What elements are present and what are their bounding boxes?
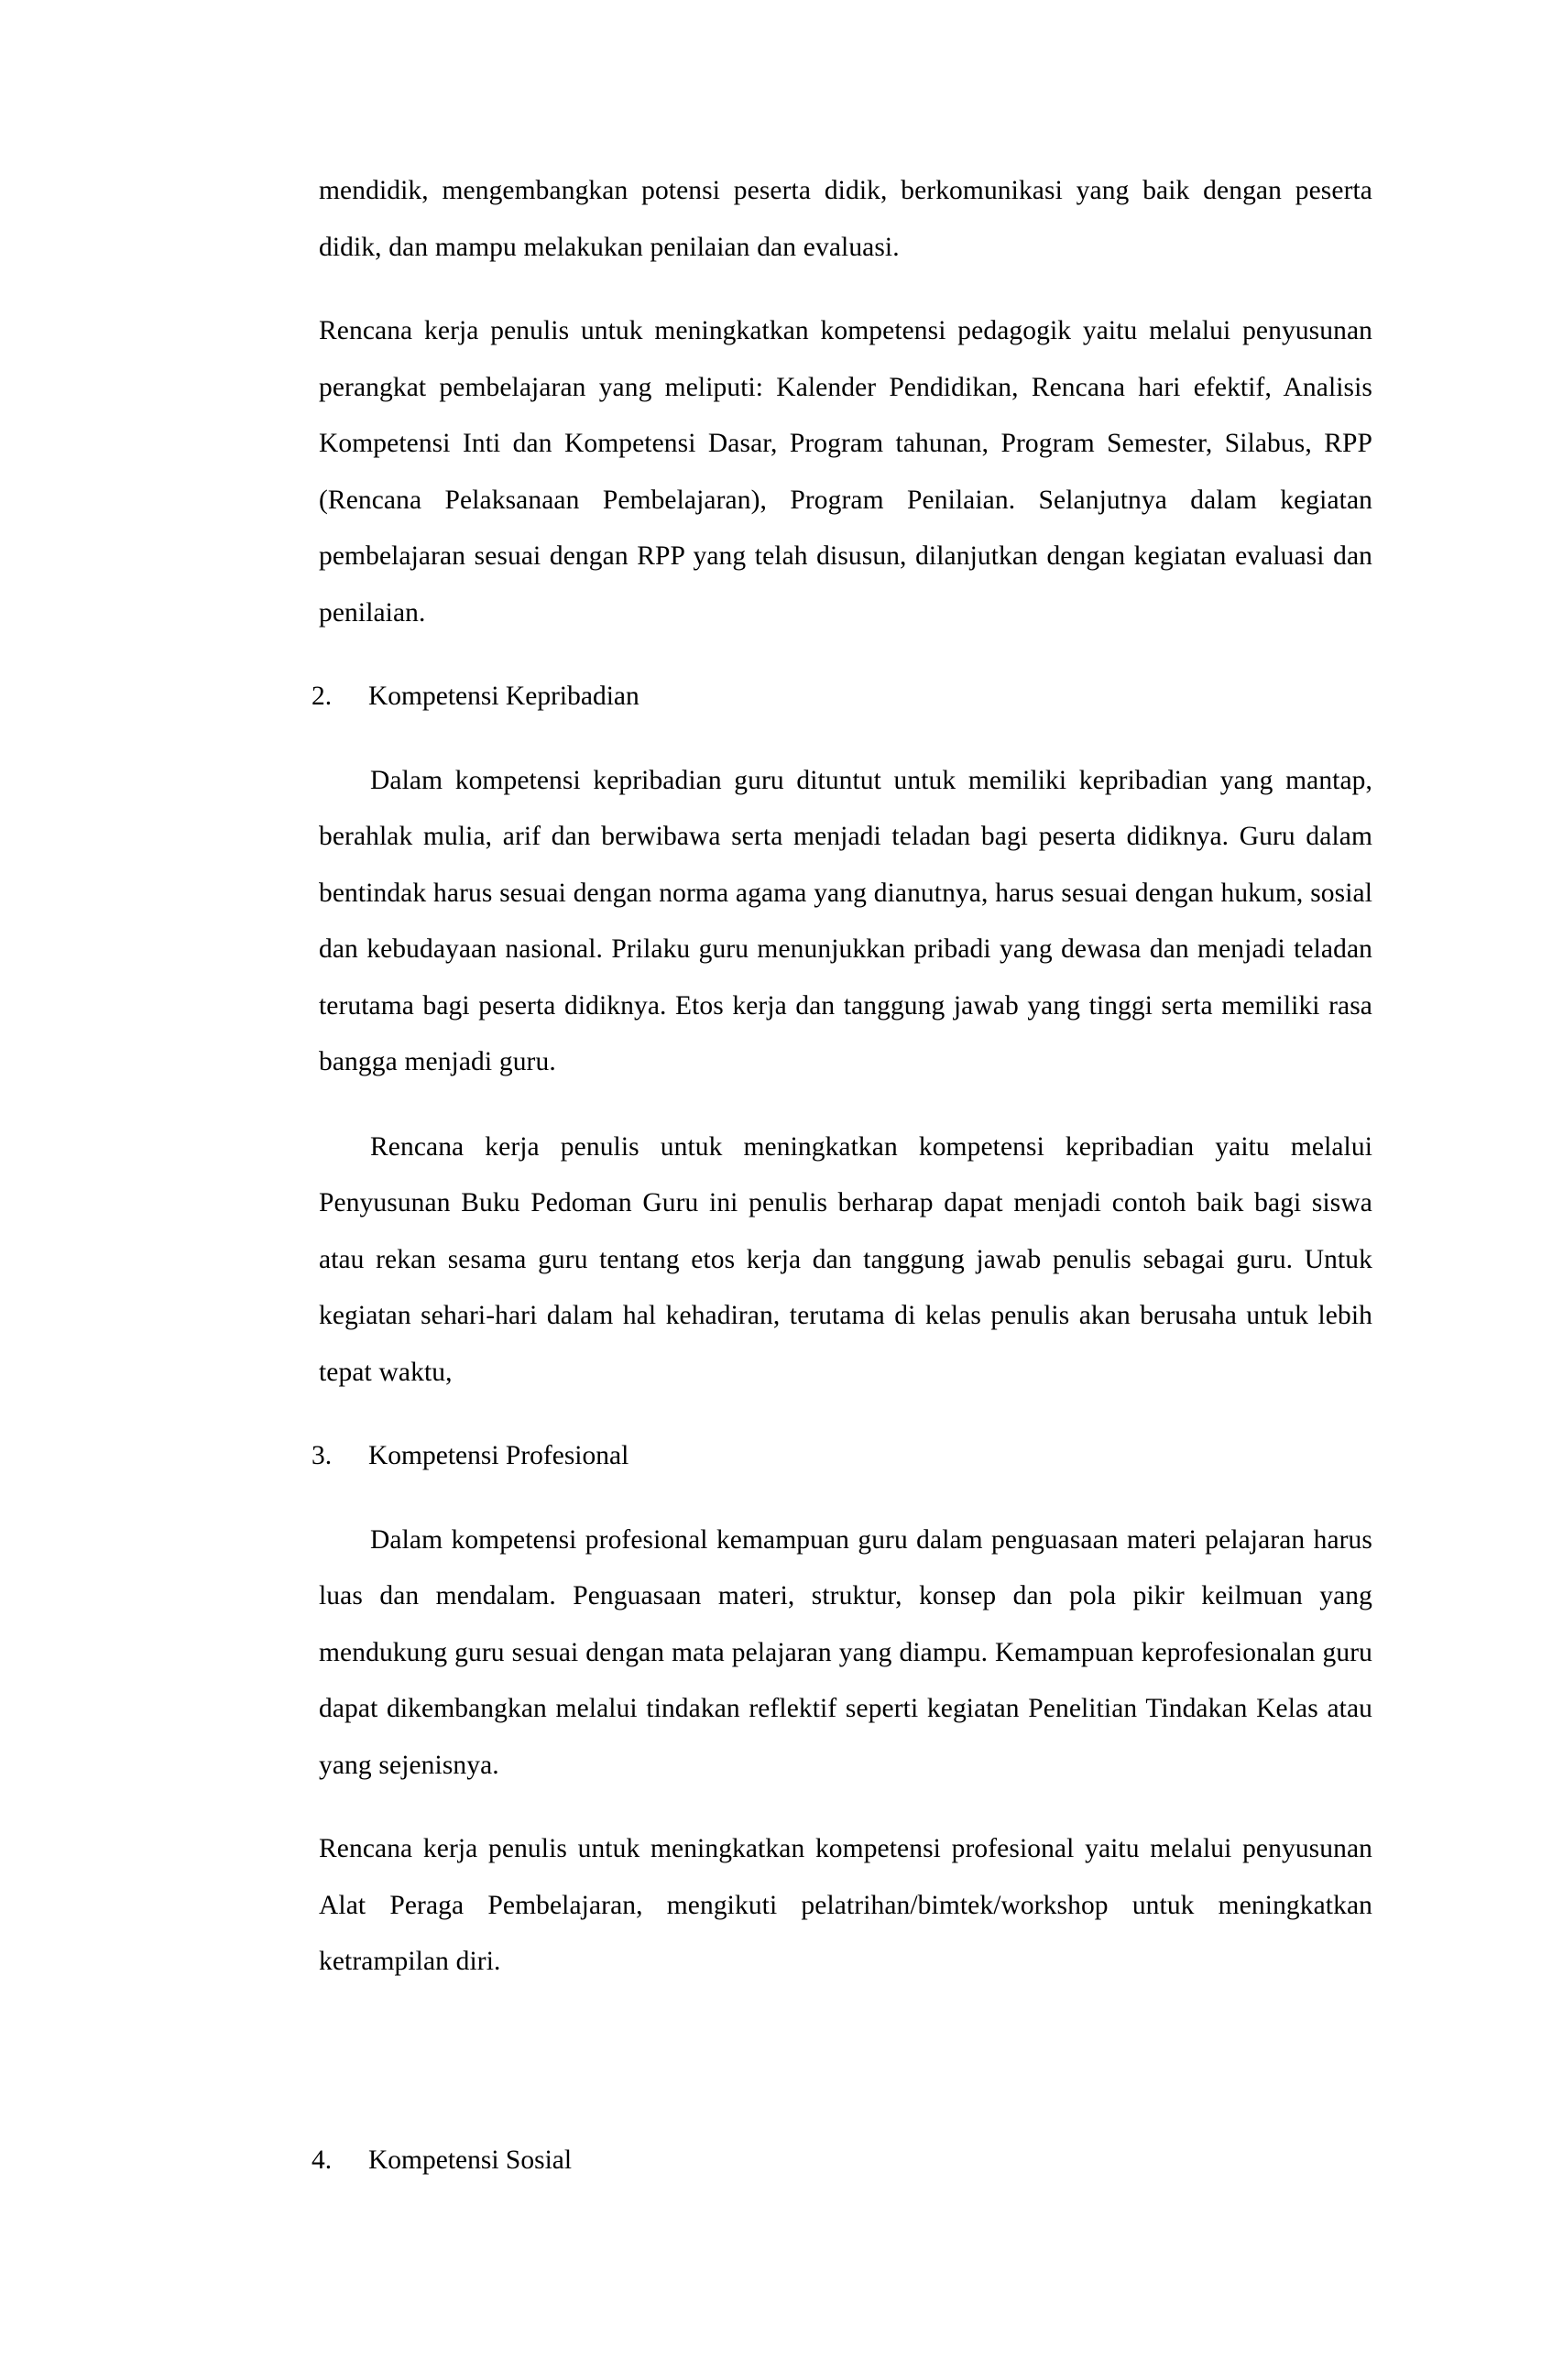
heading-kompetensi-profesional (311, 1428, 1372, 1485)
heading-number: 3. (311, 1441, 333, 1470)
paragraph-rencana-kerja-pedagogik: Rencana kerja penulis untuk meningkatkan kompetensi pedagogik yaitu melalui penyusunan perangkat pembelajaran yang meliputi: Kalender Pendidikan, Rencana hari efektif, Analisis Kompetensi Inti dan Kompetensi Dasar, Program tahunan, Program Semester, Silabus, RPP (Rencana Pelaksanaan Pembelajaran), Program Penilaian. Selanjutnya dalam kegiatan pembelajaran sesuai dengan RPP yang telah disusun, dilanjutkan dengan kegiatan evaluasi dan penilaian. (319, 316, 1372, 628)
heading-label: Kompetensi Sosial (368, 2145, 573, 2175)
heading-gap (319, 1485, 1372, 1512)
paragraph-dalam-kompetensi-profesional: Dalam kompetensi profesional kemampuan guru dalam penguasaan materi pelajaran harus luas dan mendalam. Penguasaan materi, struktur, konsep dan pola pikir keilmuan yang mendukung guru sesuai dengan mata pelajaran yang diampu. Kemampuan keprofesionalan guru dapat dikembangkan melalui tindakan reflektif seperti kegiatan Penelitian Tindakan Kelas atau yang sejenisnya. (319, 1524, 1372, 1780)
paragraph-rencana-kerja-profesional: Rencana kerja penulis untuk meningkatkan kompetensi profesional yaitu melalui penyusunan Alat Peraga Pembelajaran, mengikuti pelatrihan/bimtek/workshop untuk meningkatkan ketrampilan diri. (319, 1834, 1372, 1976)
heading-number: 4. (311, 2145, 333, 2175)
paragraph-gap (319, 1794, 1372, 1821)
paragraph-gap (319, 641, 1372, 669)
heading-gap (319, 726, 1372, 753)
paragraph-dalam-kompetensi-kepribadian: Dalam kompetensi kepribadian guru dituntut untuk memiliki kepribadian yang mantap, berahlak mulia, arif dan berwibawa serta menjadi teladan bagi peserta didiknya. Guru dalam bentindak harus sesuai dengan norma agama yang dianutnya, harus sesuai dengan hukum, sosial dan kebudayaan nasional. Prilaku guru menunjukkan pribadi yang dewasa dan menjadi teladan terutama bagi peserta didiknya. Etos kerja dan tanggung jawab yang tinggi serta memiliki rasa bangga menjadi guru. (319, 765, 1372, 1076)
paragraph-gap (319, 276, 1372, 303)
heading-kompetensi-kepribadian (311, 669, 1372, 726)
heading-label: Kompetensi Kepribadian (368, 682, 639, 711)
heading-number: 2. (311, 682, 333, 711)
paragraph-gap (319, 1091, 1372, 1119)
paragraph-continuation-pedagogik: mendidik, mengembangkan potensi peserta didik, berkomunikasi yang baik dengan peserta didik, dan mampu melakukan penilaian dan evaluasi. (319, 176, 1372, 262)
heading-kompetensi-sosial (311, 2133, 1372, 2189)
section-gap (319, 1991, 1372, 2133)
heading-label: Kompetensi Profesional (368, 1441, 629, 1470)
paragraph-rencana-kerja-kepribadian: Rencana kerja penulis untuk meningkatkan kompetensi kepribadian yaitu melalui Penyusunan Buku Pedoman Guru ini penulis berharap dapat menjadi contoh baik bagi siswa atau rekan sesama guru tentang etos kerja dan tanggung jawab penulis sebagai guru. Untuk kegiatan sehari-hari dalam hal kehadiran, terutama di kelas penulis akan berusaha untuk lebih tepat waktu, (319, 1131, 1372, 1387)
paragraph-gap (319, 1401, 1372, 1428)
page-content (311, 163, 1372, 2189)
